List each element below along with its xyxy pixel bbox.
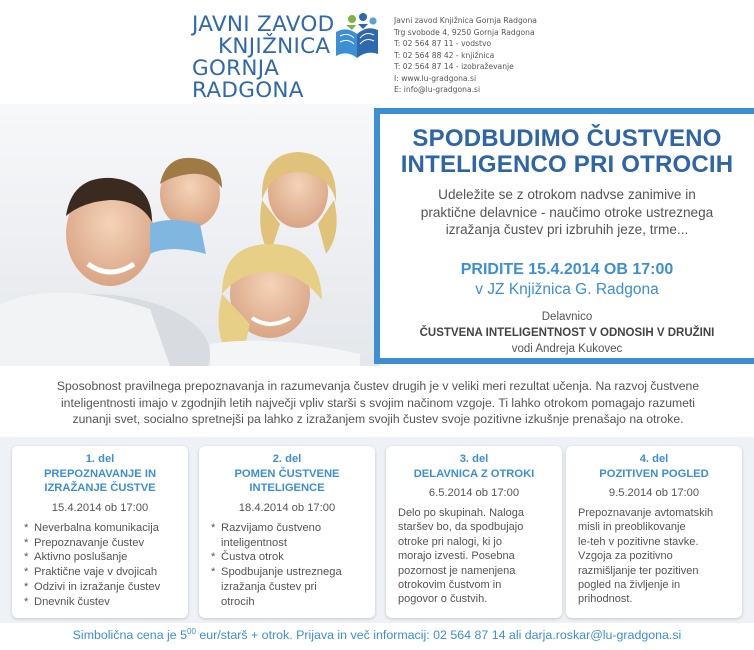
family-photo xyxy=(0,104,380,366)
event-panel xyxy=(374,108,754,364)
part-title-line-1: DELAVNICA Z OTROKI xyxy=(413,467,535,480)
part-description-line: le-teh v pozitivne stavke. xyxy=(578,535,699,548)
part-description-line: misli in preoblikovanje xyxy=(578,521,686,534)
logo-line-2: KNJIŽNICA xyxy=(218,34,331,59)
logo-line-1: JAVNI ZAVOD xyxy=(192,12,335,37)
part-heading xyxy=(199,452,375,496)
list-item: * Aktivno poslušanje xyxy=(24,550,184,565)
workshop-lead: vodi Andreja Kukovec xyxy=(511,343,623,355)
contact-phone-education: T: 02 564 87 14 - izobraževanje xyxy=(394,62,514,71)
list-item-text: Spodbujanje ustreznega xyxy=(221,566,342,579)
part-description-line: prihodnost. xyxy=(578,593,633,606)
part-title-line-2: INTELIGENCE xyxy=(249,482,325,494)
part-label: 2. del xyxy=(272,453,302,465)
contact-phone-library: T: 02 564 88 42 - knjižnica xyxy=(394,50,495,60)
workshop-label: Delavnico xyxy=(541,311,593,323)
contact-name: Javni zavod Knjižnica Gornja Radgona xyxy=(394,16,537,25)
part-description xyxy=(398,506,554,607)
part-description-line: staršev bo, da spodbujajo xyxy=(398,521,524,534)
program-card-part-2 xyxy=(199,446,375,618)
event-title-line-2: INTELIGENCO PRI OTROCIH xyxy=(400,151,734,178)
part-description-line: pozornost je namenjena xyxy=(398,564,516,577)
part-title-line-1: POMEN ČUSTVENE xyxy=(234,467,340,480)
part-heading xyxy=(566,452,742,481)
event-description-line-2: praktične delavnice - naučimo otroke ustreznega xyxy=(420,204,714,220)
part-date: 6.5.2014 ob 17:00 xyxy=(428,487,520,499)
list-item: * Dnevnik čustev xyxy=(24,595,184,610)
list-item xyxy=(211,565,371,609)
list-item: * Čustva otrok xyxy=(211,550,371,565)
part-date: 18.4.2014 ob 17:00 xyxy=(238,502,336,514)
event-title-line-1: SPODBUDIMO ČUSTVENO xyxy=(412,125,722,152)
program-card-part-1 xyxy=(12,446,188,618)
list-item: * Neverbalna komunikacija xyxy=(24,521,184,536)
part-label: 3. del xyxy=(459,453,489,465)
intro-line-2: inteligentnosti imajo v zgodnjih letih največji vpliv starši s svojim načinom vzgoje. Ti lahko otrokom pomagajo razumeti xyxy=(60,395,696,410)
event-description-line-3: izražanja čustev pri izbruhih jeze, trme... xyxy=(445,222,689,237)
part-description-line: Vzgoja za pozitivno xyxy=(578,550,673,563)
part-date: 15.4.2014 ob 17:00 xyxy=(51,502,149,514)
program-card-part-4 xyxy=(566,446,742,618)
footer-contact-text: eur/starš + otrok. Prijava in več informacij: 02 564 87 14 ali darja.roskar@lu-gradgona.si xyxy=(195,628,682,642)
part-topic-list xyxy=(24,521,184,609)
footer-info xyxy=(0,626,754,644)
contact-email[interactable]: E: info@lu-gradgona.si xyxy=(394,85,481,94)
event-title xyxy=(380,126,754,178)
contact-website[interactable]: I: www.lu-gradgona.si xyxy=(394,73,477,83)
logo-line-3: GORNJA RADGONA xyxy=(192,56,304,103)
list-item-continuation: otrocih xyxy=(221,595,255,608)
part-title-line-1: PREPOZNAVANJE IN xyxy=(43,467,157,480)
part-description-line: Prepoznavanje avtomatskih xyxy=(578,507,714,519)
hero-section xyxy=(0,104,754,366)
intro-paragraph xyxy=(10,378,746,428)
intro-line-3: zunanji svet, socialno spretnejši pa lahko z izražanjem svojih čustev svoje pozitivne izkušnje prenašajo na otroke. xyxy=(72,412,684,426)
footer-price-text: Simbolična cena je 5 xyxy=(72,628,188,642)
contact-info xyxy=(394,15,537,96)
contact-address: Trg svobode 4, 9250 Gornja Radgona xyxy=(394,27,535,37)
part-description-line: otrokovim čustvom in xyxy=(398,579,502,592)
part-title-line-2: IZRAŽANJE ČUSTVE xyxy=(44,482,156,494)
intro-line-1: Sposobnost pravilnega prepoznavanja in razumevanja čustev drugih je v veliki meri rezultat učenja. Na razvoj čustvene xyxy=(56,379,700,393)
part-date: 9.5.2014 ob 17:00 xyxy=(608,487,700,499)
part-topic-list xyxy=(211,521,371,609)
list-item: * Prepoznavanje čustev xyxy=(24,536,184,551)
part-title-line-1: POZITIVEN POGLED xyxy=(599,467,709,480)
list-item xyxy=(211,521,371,550)
list-item-text: Razvijamo čustveno xyxy=(221,522,322,534)
part-description-line: morajo izvesti. Posebna xyxy=(398,550,515,563)
list-item: * Praktične vaje v dvojicah xyxy=(24,565,184,580)
list-item-continuation: inteligentnost xyxy=(221,536,287,549)
list-item: * Odzivi in izražanje čustev xyxy=(24,580,184,595)
part-label: 1. del xyxy=(85,453,115,465)
workshop-title: ČUSTVENA INTELIGENTNOST V ODNOSIH V DRUŽINI xyxy=(419,327,715,339)
program-card-part-3 xyxy=(386,446,562,618)
list-item-continuation: izražanja čustev pri xyxy=(221,580,317,593)
open-book-people-icon xyxy=(332,12,382,60)
part-description-line: pogovor o čustvih. xyxy=(398,593,488,606)
part-description-line: otroke pri nalogi, ki jo xyxy=(398,535,502,548)
contact-phone-management: T: 02 564 87 11 - vodstvo xyxy=(394,39,492,48)
part-description xyxy=(578,506,734,607)
part-description-line: pogled na življenje in xyxy=(578,579,681,592)
event-location: v JZ Knjižnica G. Radgona xyxy=(475,281,659,298)
event-description-line-1: Udeležite se z otrokom nadvse zanimive in xyxy=(438,187,696,202)
part-description-line: razmišljanje ter pozitiven xyxy=(578,564,699,577)
footer-price-cents: 00 xyxy=(187,626,196,636)
part-heading xyxy=(386,452,562,481)
event-description xyxy=(390,186,744,239)
part-label: 4. del xyxy=(639,453,669,465)
part-heading xyxy=(12,452,188,496)
event-date: PRIDITE 15.4.2014 OB 17:00 xyxy=(460,261,674,278)
header xyxy=(0,0,754,104)
part-description-line: Delo po skupinah. Naloga xyxy=(398,507,524,519)
